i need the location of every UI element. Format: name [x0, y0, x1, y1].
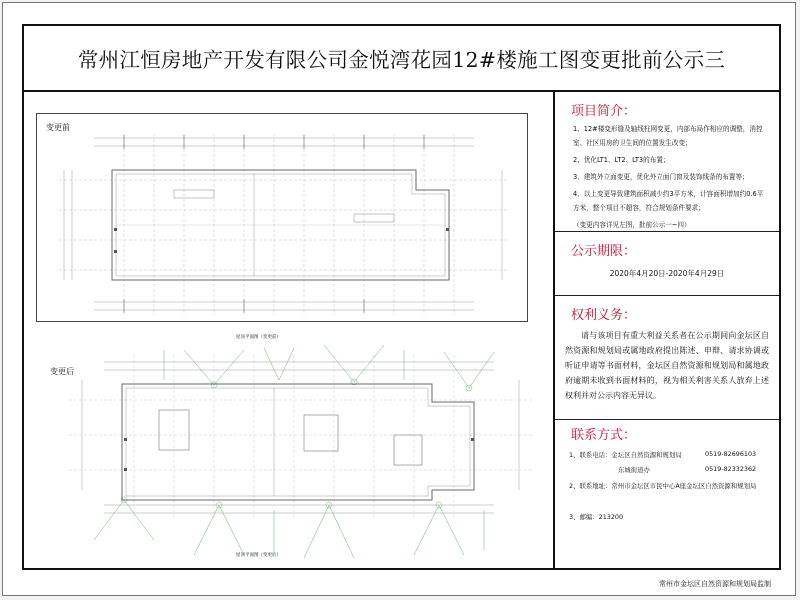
- period-section: [555, 232, 779, 296]
- after-caption: 屋顶平面图（变更后）: [236, 553, 281, 558]
- contact-address: 2、联系地址：常州市金坛区市民中心A座金坛区自然资源和规划局: [569, 482, 757, 490]
- rights-section: [555, 296, 779, 420]
- after-plan-drawing: [64, 340, 544, 565]
- title-band: [24, 26, 779, 92]
- contact-heading: 联系方式：: [571, 428, 637, 443]
- contact-phone-1: 0519-82696103: [705, 450, 757, 458]
- project-item: 4、以上变更导致建筑面积减少约3平方米，计容面积增加约0.6平方米，整个项目不超容，符合规划条件要求；: [573, 190, 764, 212]
- rights-heading: 权利义务：: [571, 308, 637, 323]
- before-label: 变更前: [46, 123, 70, 132]
- project-item: 2、优化LT1、LT2、LT3的布置；: [573, 156, 670, 164]
- after-label: 变更后: [50, 367, 74, 376]
- contact-phone-label-2: 东城街道办: [618, 466, 650, 474]
- period-dates: 2020年4月20日-2020年4月29日: [609, 269, 725, 278]
- notice-sheet: [2, 2, 796, 596]
- info-column: [555, 90, 779, 570]
- contact-phone-2: 0519-82332362: [705, 465, 757, 473]
- before-caption: 屋顶平面图（变更前）: [236, 335, 281, 340]
- drawing-area: [24, 90, 555, 570]
- notice-frame: [22, 24, 781, 570]
- project-heading: 项目简介：: [571, 104, 637, 119]
- contact-section: [555, 420, 779, 570]
- project-item: （变更内容详见左图，批前公示一~四）: [573, 221, 691, 229]
- project-item: 1、12#楼变形缝及轴线柱网变更，内部布局作相应的调整，消控室、社区用房的卫生间的位置发生改变；: [573, 125, 763, 147]
- page-title: 常州江恒房地产开发有限公司金悦湾花园12#楼施工图变更批前公示三: [77, 48, 726, 72]
- period-heading: 公示期限：: [571, 244, 637, 259]
- project-section: [555, 90, 779, 232]
- contact-phone-label: 1、联系电话：金坛区自然资源和规划局: [569, 451, 682, 459]
- rights-text: 请与该项目有重大利益关系者在公示期间向金坛区自然资源和规划局或属地政府提出陈述、申辩、请求协调或听证申请等书面材料，金坛区自然资源和规划局和属地政府逾期未收到书面材料的，视为相关利害关系人放弃上述权利并对公示内容无异议。: [565, 331, 769, 400]
- contact-postcode: 3、邮编：213200: [569, 513, 624, 521]
- project-item: 3、建筑外立面变更，优化外立面门窗及装饰线条的布置等；: [573, 173, 749, 181]
- project-items: [573, 122, 769, 235]
- before-plan-drawing: [54, 130, 524, 320]
- footer-supervisor: 常州市金坛区自然资源和规划局监制: [659, 580, 771, 588]
